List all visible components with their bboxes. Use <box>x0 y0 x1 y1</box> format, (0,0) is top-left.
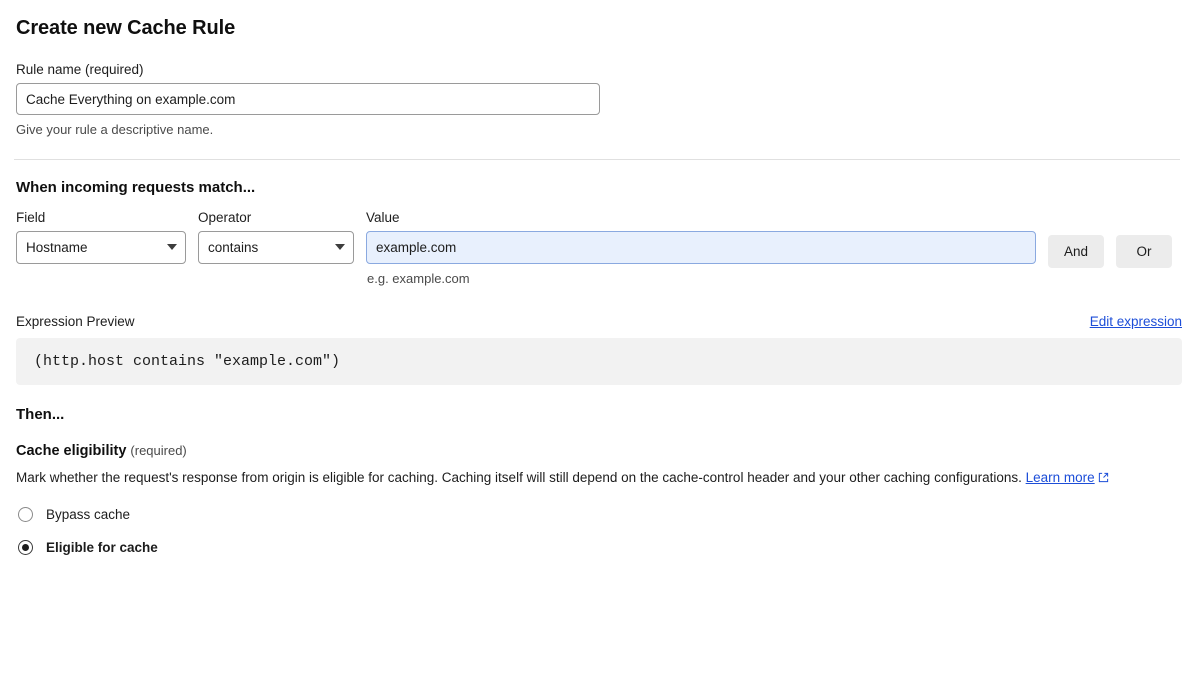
radio-icon[interactable] <box>18 507 33 522</box>
page-title: Create new Cache Rule <box>16 17 236 39</box>
rule-name-help: Give your rule a descriptive name. <box>16 122 214 137</box>
value-label: Value <box>366 210 400 225</box>
value-column <box>366 210 1036 286</box>
and-button[interactable]: And <box>1048 235 1104 268</box>
field-select-value: Hostname <box>26 240 88 255</box>
field-column <box>16 210 186 264</box>
description-text: Mark whether the request's response from origin is eligible for caching. Caching itself will still depend on the cache-control header and your other caching configurations. <box>16 470 1026 485</box>
radio-label: Eligible for cache <box>46 540 158 555</box>
rule-name-input[interactable] <box>16 83 600 115</box>
expression-preview-label: Expression Preview <box>16 314 135 329</box>
required-tag: (required) <box>130 443 187 458</box>
field-label: Field <box>16 210 46 225</box>
match-row <box>16 210 1180 286</box>
operator-column <box>198 210 354 264</box>
edit-expression-link[interactable]: Edit expression <box>1089 314 1182 329</box>
expression-preview-box: (http.host contains "example.com") <box>16 338 1182 385</box>
operator-select-box[interactable] <box>198 231 354 264</box>
rule-name-label: Rule name (required) <box>16 62 144 77</box>
cache-eligibility-description <box>16 468 1178 489</box>
radio-icon-selected[interactable] <box>18 540 33 555</box>
radio-option-eligible-for-cache[interactable] <box>18 540 1180 555</box>
value-input[interactable] <box>366 231 1036 264</box>
external-link-icon <box>1098 469 1109 489</box>
value-help: e.g. example.com <box>367 271 470 286</box>
or-button[interactable]: Or <box>1116 235 1172 268</box>
operator-label: Operator <box>198 210 252 225</box>
radio-label: Bypass cache <box>46 507 131 522</box>
match-section-title: When incoming requests match... <box>16 179 256 196</box>
cache-eligibility-heading <box>16 443 1180 459</box>
radio-option-bypass-cache[interactable] <box>18 507 1180 522</box>
operator-select[interactable] <box>198 231 354 264</box>
chevron-down-icon <box>335 244 345 250</box>
or-button-wrap <box>1116 210 1172 268</box>
learn-more-link[interactable]: Learn more <box>1025 470 1095 485</box>
field-select[interactable] <box>16 231 186 264</box>
chevron-down-icon <box>167 244 177 250</box>
section-divider <box>14 159 1180 160</box>
expression-header <box>16 314 1182 329</box>
and-button-wrap <box>1048 210 1104 268</box>
operator-select-value: contains <box>208 240 259 255</box>
then-section-title: Then... <box>16 406 65 423</box>
field-select-box[interactable] <box>16 231 186 264</box>
cache-eligibility-label: Cache eligibility <box>16 443 127 459</box>
